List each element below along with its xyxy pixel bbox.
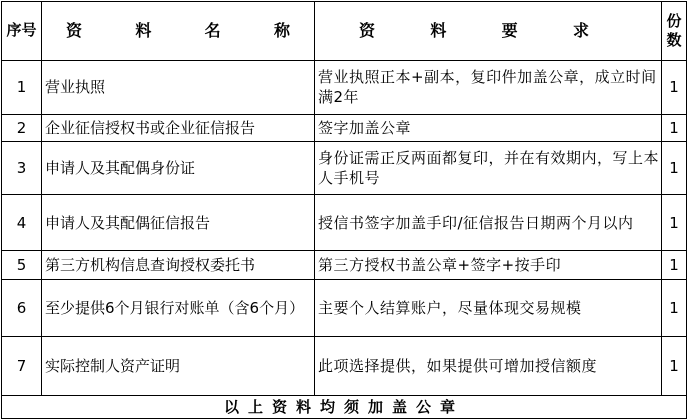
header-name-char: 名 [204, 20, 221, 40]
table-row [2, 279, 687, 336]
header-req-char: 要 [501, 20, 518, 40]
row-name: 第三方机构信息查询授权委托书 [42, 250, 315, 279]
header-row [2, 2, 687, 61]
row-seq: 7 [2, 337, 42, 396]
row-seq: 5 [2, 250, 42, 279]
row-requirement: 第三方授权书盖公章+签字+按手印 [315, 250, 662, 279]
table-row [2, 195, 687, 250]
header-name [42, 2, 315, 61]
table-row [2, 250, 687, 279]
row-count: 1 [662, 279, 687, 336]
row-requirement: 签字加盖公章 [315, 114, 662, 141]
row-count: 1 [662, 114, 687, 141]
row-count: 1 [662, 195, 687, 250]
row-name: 申请人及其配偶征信报告 [42, 195, 315, 250]
row-requirement: 此项选择提供，如果提供可增加授信额度 [315, 337, 662, 396]
row-seq: 3 [2, 142, 42, 195]
header-name-char: 资 [66, 20, 83, 40]
materials-table [1, 1, 687, 419]
row-name: 实际控制人资产证明 [42, 337, 315, 396]
row-seq: 4 [2, 195, 42, 250]
header-req-char: 料 [430, 20, 447, 40]
table-row [2, 337, 687, 396]
header-name-char: 料 [135, 20, 152, 40]
row-requirement: 身份证需正反两面都复印，并在有效期内，写上本人手机号 [315, 142, 662, 195]
header-requirement [315, 2, 662, 61]
header-name-char: 称 [273, 20, 290, 40]
header-count: 份数 [662, 2, 687, 61]
header-seq: 序号 [2, 2, 42, 61]
row-requirement: 营业执照正本+副本，复印件加盖公章，成立时间满2年 [315, 60, 662, 114]
table-row [2, 114, 687, 141]
footer-note: 以上资料均须加盖公章 [2, 395, 687, 418]
row-name: 企业征信授权书或企业征信报告 [42, 114, 315, 141]
row-seq: 1 [2, 60, 42, 114]
row-seq: 6 [2, 279, 42, 336]
row-name: 申请人及其配偶身份证 [42, 142, 315, 195]
row-name: 至少提供6个月银行对账单（含6个月） [42, 279, 315, 336]
row-seq: 2 [2, 114, 42, 141]
row-count: 1 [662, 337, 687, 396]
header-req-char: 资 [359, 20, 376, 40]
table-row [2, 142, 687, 195]
row-name: 营业执照 [42, 60, 315, 114]
header-req-char: 求 [572, 20, 589, 40]
row-count: 1 [662, 60, 687, 114]
row-requirement: 主要个人结算账户，尽量体现交易规模 [315, 279, 662, 336]
table-row [2, 60, 687, 114]
row-requirement: 授信书签字加盖手印/征信报告日期两个月以内 [315, 195, 662, 250]
row-count: 1 [662, 142, 687, 195]
row-count: 1 [662, 250, 687, 279]
footer-row [2, 395, 687, 418]
